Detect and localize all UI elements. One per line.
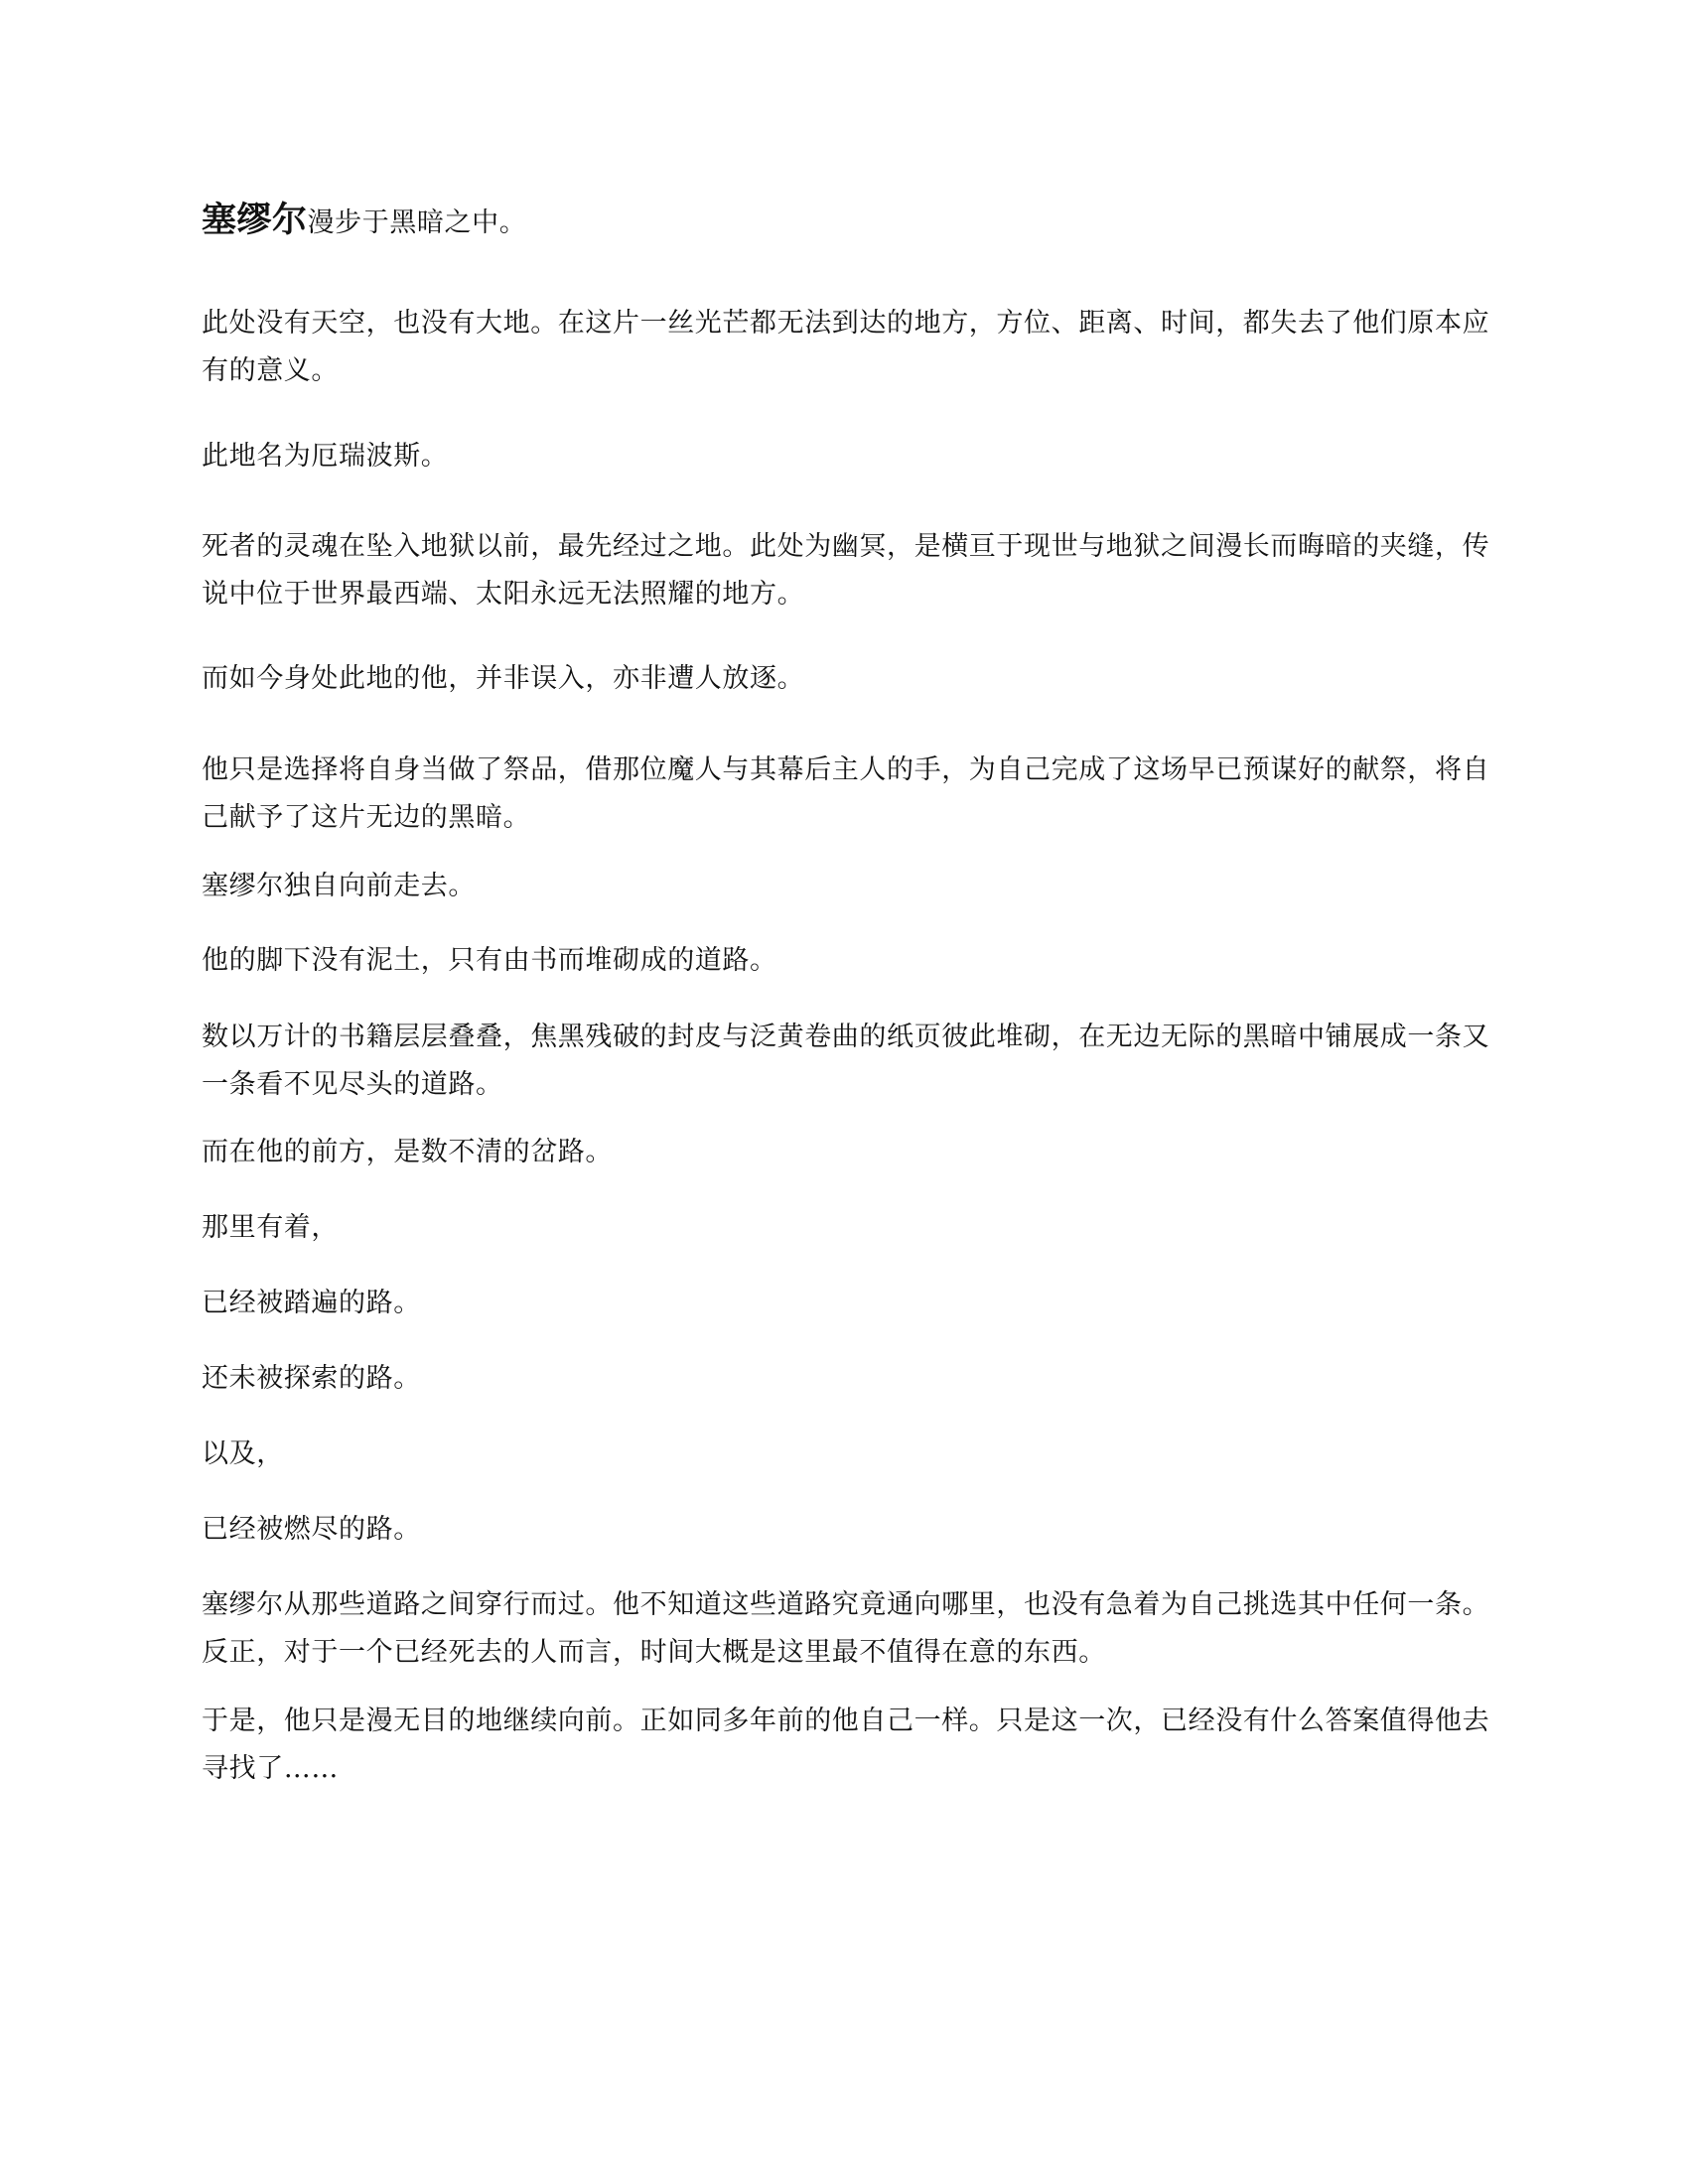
paragraph: 那里有着， bbox=[202, 1212, 339, 1243]
paragraph: 塞缪尔从那些道路之间穿行而过。他不知道这些道路究竟通向哪里，也没有急着为自己挑选其中任何一条。反正，对于一个已经死去的人而言，时间大概是这里最不值得在意的东西。 bbox=[202, 1589, 1490, 1668]
paragraph: 此处没有天空，也没有大地。在这片一丝光芒都无法到达的地方，方位、距离、时间，都失去了他们原本应有的意义。 bbox=[202, 308, 1490, 386]
paragraph: 他只是选择将自身当做了祭品，借那位魔人与其幕后主人的手，为自己完成了这场早已预谋好的献祭，将自己献予了这片无边的黑暗。 bbox=[202, 754, 1490, 833]
paragraph: 于是，他只是漫无目的地继续向前。正如同多年前的他自己一样。只是这一次，已经没有什么答案值得他去寻找了…… bbox=[202, 1706, 1490, 1784]
paragraph: 他的脚下没有泥土，只有由书而堆砌成的道路。 bbox=[202, 945, 777, 976]
paragraph: 死者的灵魂在坠入地狱以前，最先经过之地。此处为幽冥，是横亘于现世与地狱之间漫长而晦暗的夹缝，传说中位于世界最西端、太阳永远无法照耀的地方。 bbox=[202, 531, 1490, 610]
paragraph: 而在他的前方，是数不清的岔路。 bbox=[202, 1137, 613, 1167]
paragraph: 而如今身处此地的他，并非误入，亦非遭人放逐。 bbox=[202, 663, 805, 694]
paragraph: 塞缪尔独自向前走去。 bbox=[202, 871, 476, 901]
paragraph: 还未被探索的路。 bbox=[202, 1363, 421, 1394]
paragraph: 已经被踏遍的路。 bbox=[202, 1288, 421, 1318]
character-name: 塞缪尔 bbox=[202, 200, 308, 240]
paragraph: 以及， bbox=[202, 1438, 284, 1469]
paragraph: 此地名为厄瑞波斯。 bbox=[202, 441, 449, 472]
paragraph: 数以万计的书籍层层叠叠，焦黑残破的封皮与泛黄卷曲的纸页彼此堆砌，在无边无际的黑暗中铺展成一条又一条看不见尽头的道路。 bbox=[202, 1022, 1490, 1100]
opening-line bbox=[202, 197, 1492, 247]
paragraph: 已经被燃尽的路。 bbox=[202, 1514, 421, 1545]
opening-line-text: 漫步于黑暗之中。 bbox=[307, 207, 527, 238]
